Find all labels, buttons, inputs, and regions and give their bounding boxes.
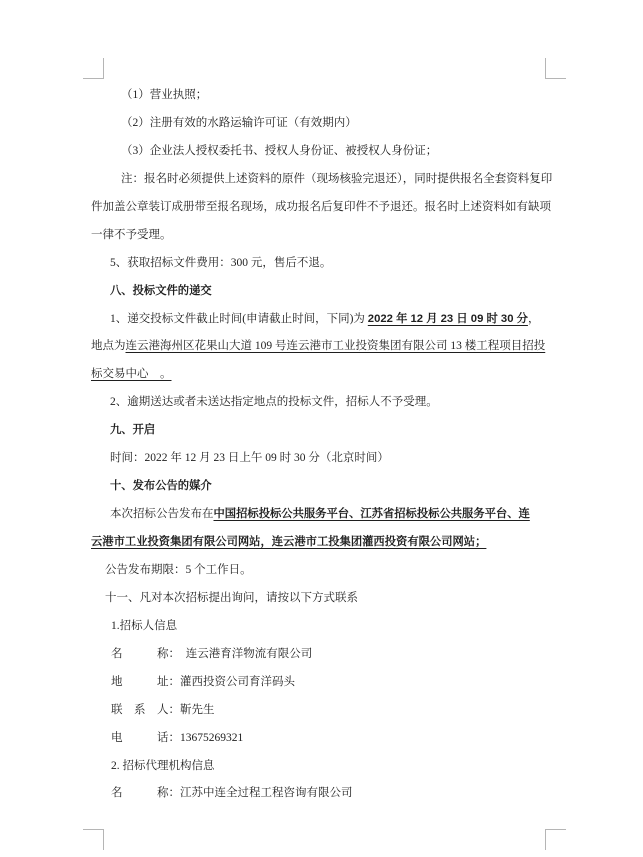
doc-line [91, 250, 557, 278]
text-run: 联 系 人：靳先生 [111, 703, 215, 716]
doc-line [91, 138, 557, 166]
text-run: 2、逾期送达或者未送达指定地点的投标文件，招标人不予受理。 [110, 396, 438, 409]
text-run: 1.招标人信息 [111, 619, 178, 632]
crop-mark-top-right [545, 58, 566, 79]
bold-text-run: 八、投标文件的递交 [110, 284, 212, 297]
text-run: （1）营业执照； [121, 89, 208, 101]
doc-line [91, 780, 557, 808]
text-run: （3）企业法人授权委托书、授权人身份证、被授权人身份证； [121, 144, 438, 157]
text-run: 名 称：江苏中连全过程工程咨询有限公司 [111, 787, 353, 800]
text-run: 十一、凡对本次招标提出询问，请按以下方式联系 [105, 591, 358, 604]
text-run: 件加盖公章装订成册带至报名现场，成功报名后复印件不予退还。报名时上述资料如有缺项 [91, 200, 551, 213]
underlined-text-run: 2022 年 12 月 23 日 09 时 30 分 [367, 312, 528, 325]
text-run: 一律不予受理。 [91, 228, 172, 241]
doc-line [91, 529, 557, 557]
doc-line [91, 333, 557, 361]
doc-line [91, 641, 557, 669]
crop-mark-bottom-right [545, 829, 566, 850]
doc-line [91, 473, 557, 501]
bold-text-run: 九、开启 [110, 424, 156, 437]
doc-line [91, 753, 557, 781]
underlined-text-run: 连云港海州区花果山大道 109 号连云港市工业投资集团有限公司 13 楼工程项目招投 [125, 340, 546, 353]
doc-line [91, 82, 557, 110]
underlined-text-run: 标交易中心 。 [91, 368, 172, 381]
doc-line [91, 445, 557, 473]
text-run: 5、获取招标文件费用：300 元，售后不退。 [110, 256, 332, 269]
doc-line [91, 417, 557, 445]
doc-line [91, 557, 557, 585]
doc-line [91, 110, 557, 138]
doc-line [91, 222, 557, 250]
text-run: 本次招标公告发布在 [110, 508, 214, 521]
text-run: 时间：2022 年 12 月 23 日上午 09 时 30 分（北京时间） [110, 452, 389, 465]
text-run: 地 址：灌西投资公司育洋码头 [111, 675, 295, 688]
doc-line [91, 501, 557, 529]
doc-line [91, 166, 557, 194]
underlined-text-run: 云港市工业投资集团有限公司网站，连云港市工投集团灌西投资有限公司网站； [91, 536, 487, 548]
crop-mark-top-left [83, 58, 104, 79]
doc-line [91, 278, 557, 306]
text-run: ， [527, 312, 540, 325]
text-run: 1、递交投标文件截止时间(申请截止时间，下同)为 [110, 312, 368, 325]
doc-line [91, 389, 557, 417]
text-run: 电 话：13675269321 [111, 731, 244, 744]
document-text [91, 82, 557, 808]
doc-line [91, 585, 557, 613]
underlined-text-run: 中国招标投标公共服务平台、江苏省招标投标公共服务平台、连 [213, 508, 530, 521]
doc-line [91, 725, 557, 753]
text-run: 名 称： 连云港育洋物流有限公司 [111, 647, 313, 660]
text-run: 注：报名时必须提供上述资料的原件（现场核验完退还），同时提供报名全套资料复印 [121, 172, 553, 185]
text-run: （2）注册有效的水路运输许可证（有效期内） [121, 116, 357, 129]
doc-line [91, 613, 557, 641]
doc-line [91, 697, 557, 725]
doc-line [91, 669, 557, 697]
text-run: 2. 招标代理机构信息 [111, 759, 215, 772]
text-run: 公告发布期限：5 个工作日。 [105, 563, 252, 576]
bold-text-run: 十、发布公告的媒介 [110, 480, 212, 493]
doc-line [91, 194, 557, 222]
doc-line [91, 361, 557, 389]
text-run: 地点为 [91, 340, 126, 353]
doc-line [91, 306, 557, 334]
crop-mark-bottom-left [83, 829, 104, 850]
